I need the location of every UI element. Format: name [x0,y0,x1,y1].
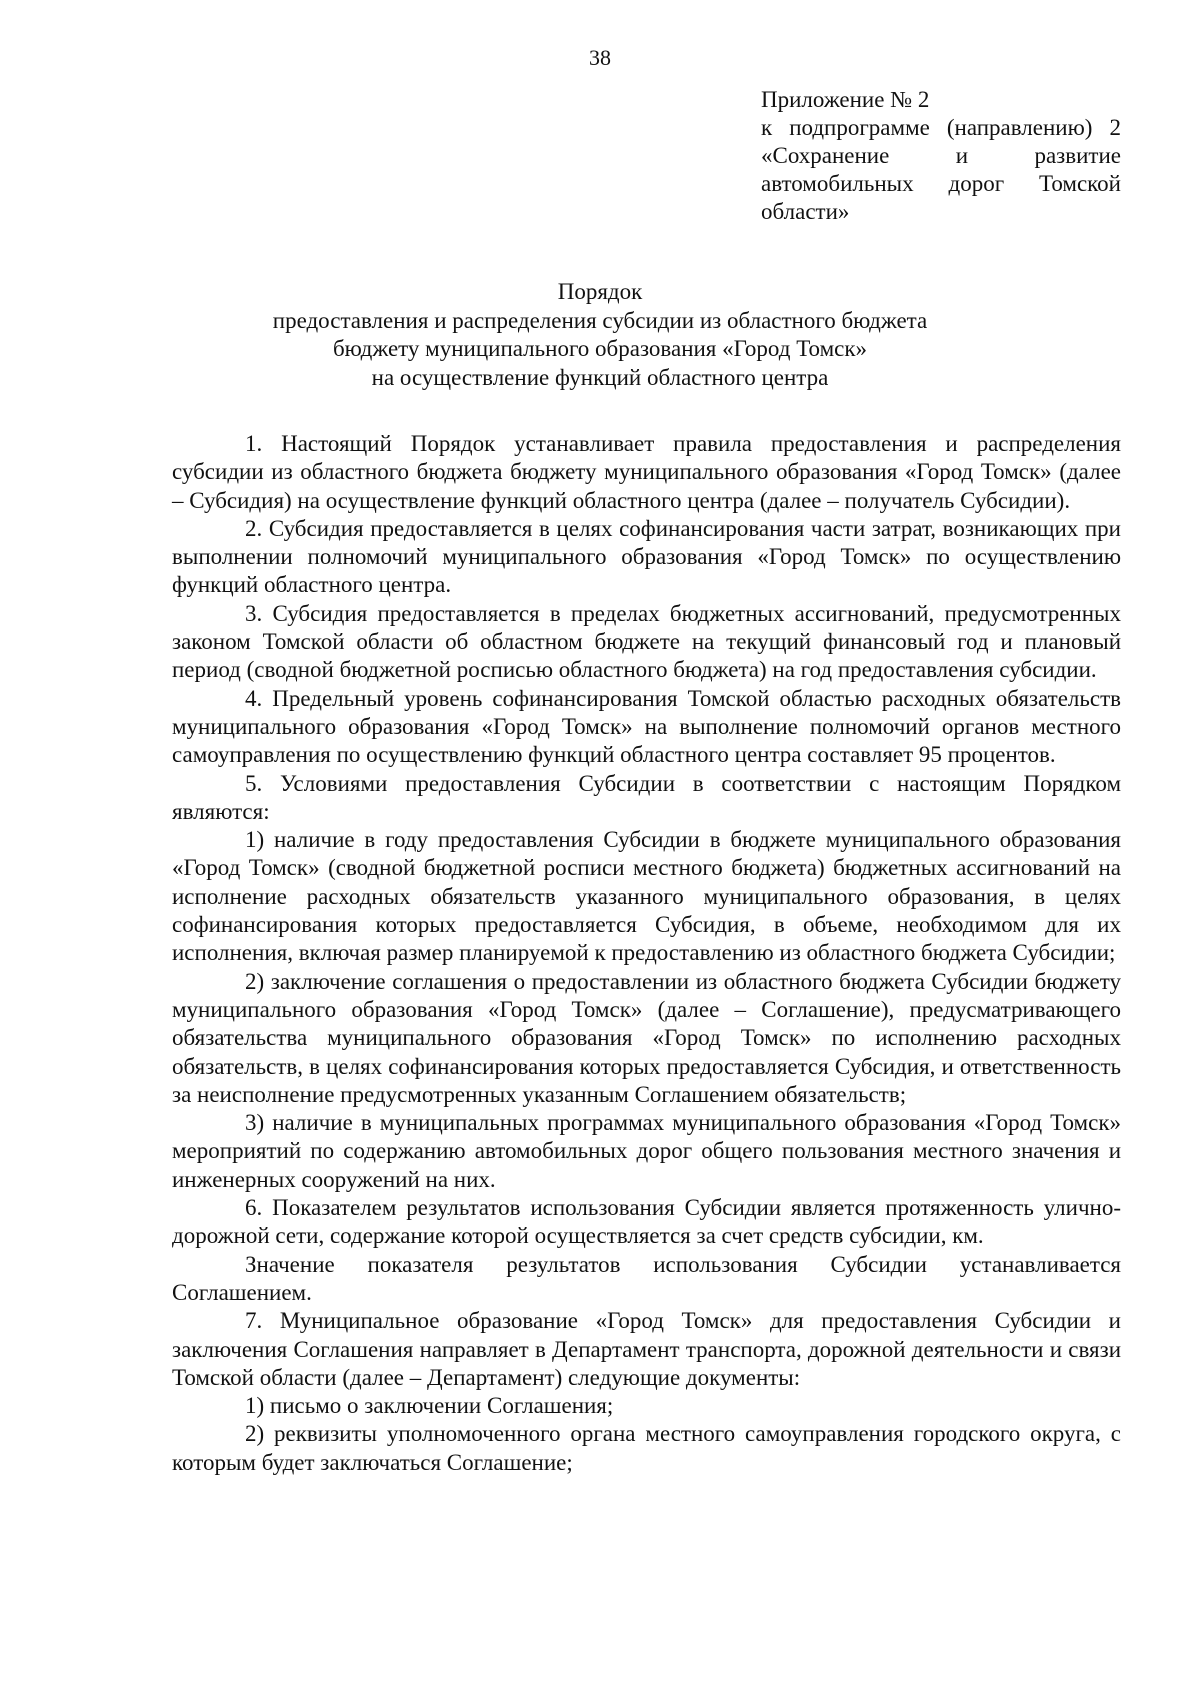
title-line: бюджету муниципального образования «Город Томск» [332,336,868,361]
paragraph: 1. Настоящий Порядок устанавливает правила предоставления и распределения субсидии из областного бюджета бюджету муниципального образования «Город Томск» (далее – Субсидия) на осуществление функций областного центра (далее – получатель Субсидии). [172,431,1121,513]
appendix-line: области» [761,199,850,224]
page-number: 38 [589,45,611,70]
document-body [172,430,1121,1477]
paragraph: 3. Субсидия предоставляется в пределах бюджетных ассигнований, предусмотренных законом Томской области об областном бюджете на текущий финансовый год и плановый период (сводной бюджетной росписью областного бюджета) на год предоставления субсидии. [172,600,1121,683]
paragraph: 4. Предельный уровень софинансирования Томской областью расходных обязательств муниципального образования «Город Томск» на выполнение полномочий органов местного самоуправления по осуществлению функций областного центра составляет 95 процентов. [172,685,1121,768]
paragraph: 2. Субсидия предоставляется в целях софинансирования части затрат, возникающих при выполнении полномочий муниципального образования «Город Томск» по осуществлению функций областного центра. [172,515,1121,598]
document-title [0,278,1200,392]
title-heading: Порядок [557,279,643,304]
paragraph: 6. Показателем результатов использования Субсидии является протяженность улично-дорожной сети, содержание которой осуществляется за счет средств субсидии, км. [172,1195,1121,1249]
appendix-title: Приложение № 2 [761,87,930,112]
title-line: предоставления и распределения субсидии из областного бюджета [272,307,928,333]
appendix-line: к подпрограмме (направлению) 2 [761,115,1121,140]
paragraph: 5. Условиями предоставления Субсидии в соответствии с настоящим Порядком являются: [172,770,1121,824]
paragraph: 7. Муниципальное образование «Город Томск» для предоставления Субсидии и заключения Соглашения направляет в Департамент транспорта, дорожной деятельности и связи Томской области (далее – Департамент) следующие документы: [172,1308,1121,1390]
paragraph: 2) заключение соглашения о предоставлении из областного бюджета Субсидии бюджету муниципального образования «Город Томск» (далее – Соглашение), предусматривающего обязательства муниципального образования «Город Томск» по исполнению расходных обязательств, в целях софинансирования которых предоставляется Субсидия, и ответственность за неисполнение предусмотренных указанным Соглашением обязательств; [172,968,1121,1107]
title-line: на осуществление функций областного центра [371,364,829,390]
paragraph: 2) реквизиты уполномоченного органа местного самоуправления городского округа, с которым будет заключаться Соглашение; [172,1421,1121,1475]
paragraph: 1) наличие в году предоставления Субсидии в бюджете муниципального образования «Город Томск» (сводной бюджетной росписи местного бюджета) бюджетных ассигнований на исполнение расходных обязательств указанного муниципального образования, в целях софинансирования которых предоставляется Субсидия, в объеме, необходимом для их исполнения, включая размер планируемой к предоставлению из областного бюджета Субсидии; [172,827,1121,966]
appendix-line: автомобильных дорог Томской [761,171,1121,196]
paragraph: 1) письмо о заключении Соглашения; [245,1393,614,1419]
appendix-header [761,86,1121,226]
appendix-line: «Сохранение и развитие [761,143,1121,168]
paragraph: 3) наличие в муниципальных программах муниципального образования «Город Томск» мероприятий по содержанию автомобильных дорог общего пользования местного значения и инженерных сооружений на них. [172,1110,1121,1192]
paragraph: Значение показателя результатов использования Субсидии устанавливается Соглашением. [172,1251,1121,1305]
